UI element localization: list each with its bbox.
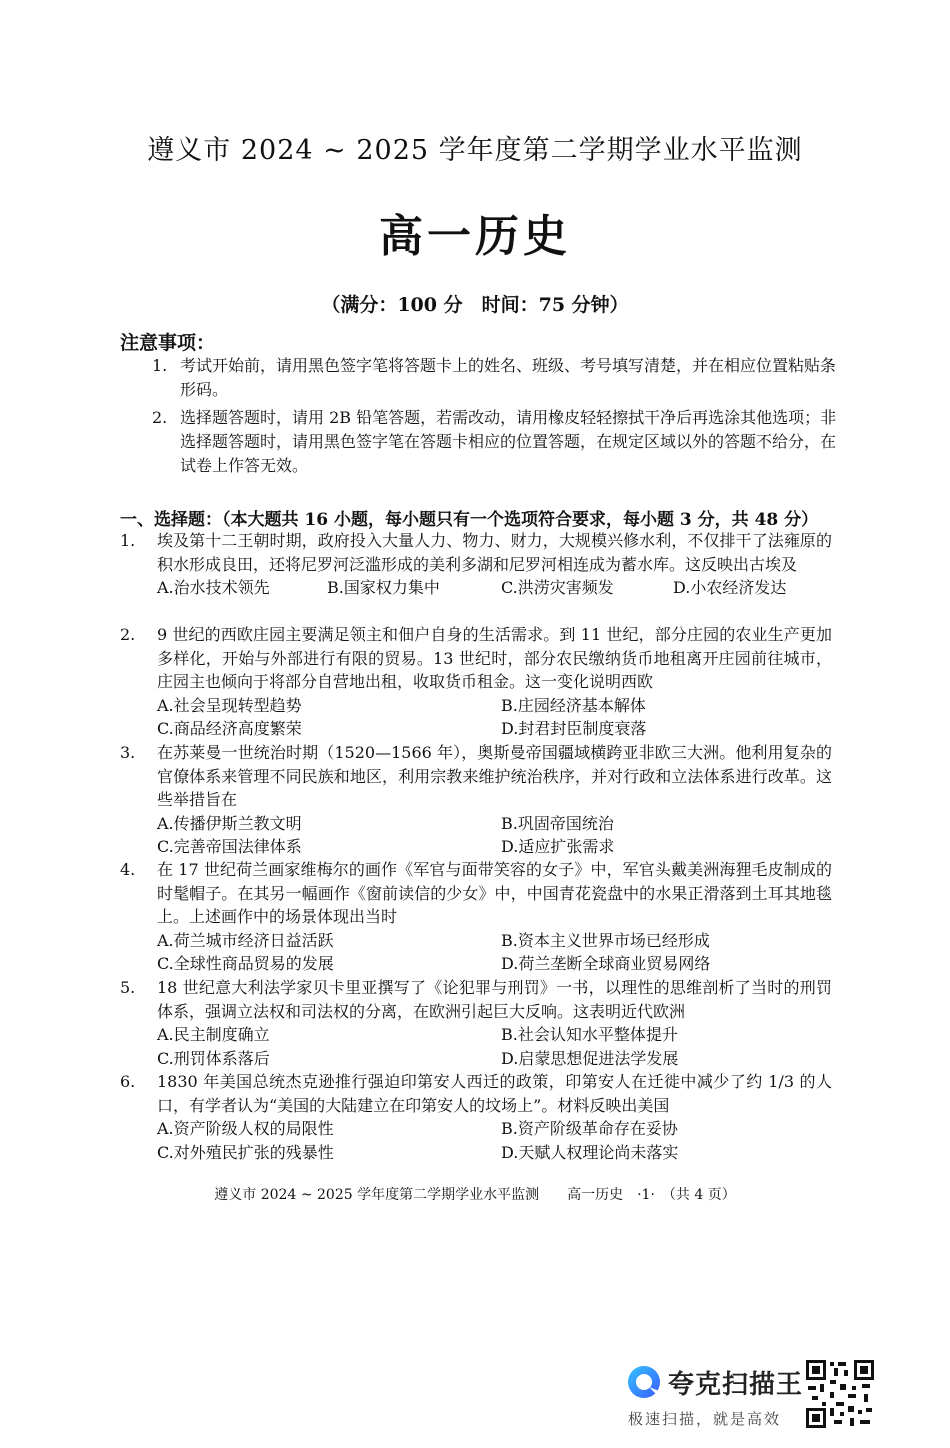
option-c: C.商品经济高度繁荣 (157, 719, 302, 738)
question (120, 529, 832, 600)
page-footer: 遵义市 2024 ~ 2025 学年度第二学期学业水平监测 高一历史 ·1· （共 4 页） (214, 1187, 736, 1203)
exam-title: 遵义市 2024 ~ 2025 学年度第二学期学业水平监测 (147, 135, 803, 166)
question-stem: 18 世纪意大利法学家贝卡里亚撰写了《论犯罪与刑罚》一书，以理性的思维剖析了当时的刑罚体系，强调立法权和司法权的分离，在欧洲引起巨大反响。这表明近代欧洲 (157, 978, 832, 1021)
subject-title: 高一历史 (379, 211, 571, 262)
question-number: 1. (120, 531, 136, 550)
question-number: 6. (120, 1072, 136, 1091)
option-a: A.社会呈现转型趋势 (157, 695, 302, 715)
question-stem: 在 17 世纪荷兰画家维梅尔的画作《军官与面带笑容的女子》中，军官头戴美洲海狸毛皮制成的时髦帽子。在其另一幅画作《窗前读信的少女》中，中国青花瓷盘中的水果正滑落到土耳其地毯上。上述画作中的场景体现出当时 (157, 860, 832, 926)
notice-item (152, 406, 842, 478)
option-b: B.巩固帝国统治 (501, 813, 614, 833)
question-stem: 9 世纪的西欧庄园主要满足领主和佃户自身的生活需求。到 11 世纪，部分庄园的农业生产更加多样化，开始与外部进行有限的贸易。13 世纪时，部分农民缴纳货币地租离开庄园前往城市，庄园主也倾向于将部分自营地出租，收取货币租金。这一变化说明西欧 (157, 625, 832, 691)
option-b: B.社会认知水平整体提升 (501, 1025, 678, 1044)
brand-slogan: 极速扫描，就是高效 (628, 1410, 782, 1428)
option-row (157, 717, 832, 741)
option-row (157, 952, 832, 976)
option-row (157, 835, 832, 859)
option-a: A.民主制度确立 (157, 1025, 270, 1044)
question-number: 5. (120, 978, 136, 997)
question-stem: 1830 年美国总统杰克逊推行强迫印第安人西迁的政策，印第安人在迁徙中减少了约 1/3 的人口，有学者认为“美国的大陆建立在印第安人的坟场上”。材料反映出美国 (157, 1072, 832, 1115)
question-stem: 在苏莱曼一世统治时期（1520—1566 年），奥斯曼帝国疆域横跨亚非欧三大洲。他利用复杂的官僚体系来管理不同民族和地区，利用宗教来维护统治秩序，并对行政和立法体系进行改革。这些举措旨在 (157, 743, 832, 809)
option-c: C.洪涝灾害频发 (501, 578, 614, 597)
qr-code-icon (804, 1358, 876, 1430)
option-b: B.国家权力集中 (327, 578, 440, 597)
option-row (157, 812, 832, 836)
option-d: D.适应扩张需求 (501, 837, 615, 856)
notice-number: 2. (152, 408, 168, 427)
option-d: D.荷兰垄断全球商业贸易网络 (501, 954, 711, 973)
quark-logo-icon (626, 1364, 662, 1400)
option-c: C.完善帝国法律体系 (157, 837, 302, 856)
option-row (157, 694, 832, 718)
question (120, 976, 832, 1070)
option-row (157, 1047, 832, 1071)
notice-item (152, 354, 842, 402)
question (120, 623, 832, 741)
notice-title: 注意事项： (120, 332, 216, 354)
option-row (157, 929, 832, 953)
option-c: C.全球性商品贸易的发展 (157, 954, 334, 973)
option-c: C.对外殖民扩张的残暴性 (157, 1142, 334, 1162)
option-b: B.庄园经济基本解体 (501, 695, 646, 715)
question (120, 858, 832, 976)
question-number: 3. (120, 743, 136, 762)
option-row (157, 1117, 832, 1141)
option-d: D.小农经济发达 (673, 578, 787, 597)
question-number: 4. (120, 860, 136, 879)
notice-text: 考试开始前，请用黑色签字笔将答题卡上的姓名、班级、考号填写清楚，并在相应位置粘贴条形码。 (180, 356, 837, 399)
notice-number: 1. (152, 356, 168, 375)
question (120, 1070, 832, 1164)
option-row (157, 576, 832, 600)
option-a: A.荷兰城市经济日益活跃 (157, 930, 334, 950)
option-c: C.刑罚体系落后 (157, 1048, 270, 1068)
option-row (157, 1023, 832, 1047)
scanner-watermark (626, 1362, 806, 1432)
option-d: D.天赋人权理论尚未落实 (501, 1142, 679, 1162)
notice-text: 选择题答题时，请用 2B 铅笔答题，若需改动，请用橡皮轻轻擦拭干净后再选涂其他选项；非选择题答题时，请用黑色签字笔在答题卡相应的位置答题，在规定区域以外的答题不给分，在试卷上作答无效。 (180, 408, 837, 475)
option-row (157, 1141, 832, 1165)
question-stem: 埃及第十二王朝时期，政府投入大量人力、物力、财力，大规模兴修水利，不仅排干了法雍原的积水形成良田，还将尼罗河泛滥形成的美利多湖和尼罗河相连成为蓄水库。这反映出古埃及 (157, 531, 832, 574)
option-b: B.资本主义世界市场已经形成 (501, 930, 710, 950)
question-number: 2. (120, 625, 136, 644)
brand-name: 夸克扫描王 (668, 1370, 804, 1400)
option-b: B.资产阶级革命存在妥协 (501, 1119, 678, 1138)
option-d: D.启蒙思想促进法学发展 (501, 1048, 679, 1068)
option-a: A.资产阶级人权的局限性 (157, 1119, 334, 1138)
option-a: A.治水技术领先 (157, 578, 270, 597)
question (120, 741, 832, 859)
score-time-line: （满分：100 分 时间：75 分钟） (321, 294, 629, 316)
section-title: 一、选择题：（本大题共 16 小题，每小题只有一个选项符合要求，每小题 3 分，共 48 分） (120, 510, 819, 530)
option-a: A.传播伊斯兰教文明 (157, 813, 302, 833)
option-d: D.封君封臣制度衰落 (501, 719, 647, 738)
